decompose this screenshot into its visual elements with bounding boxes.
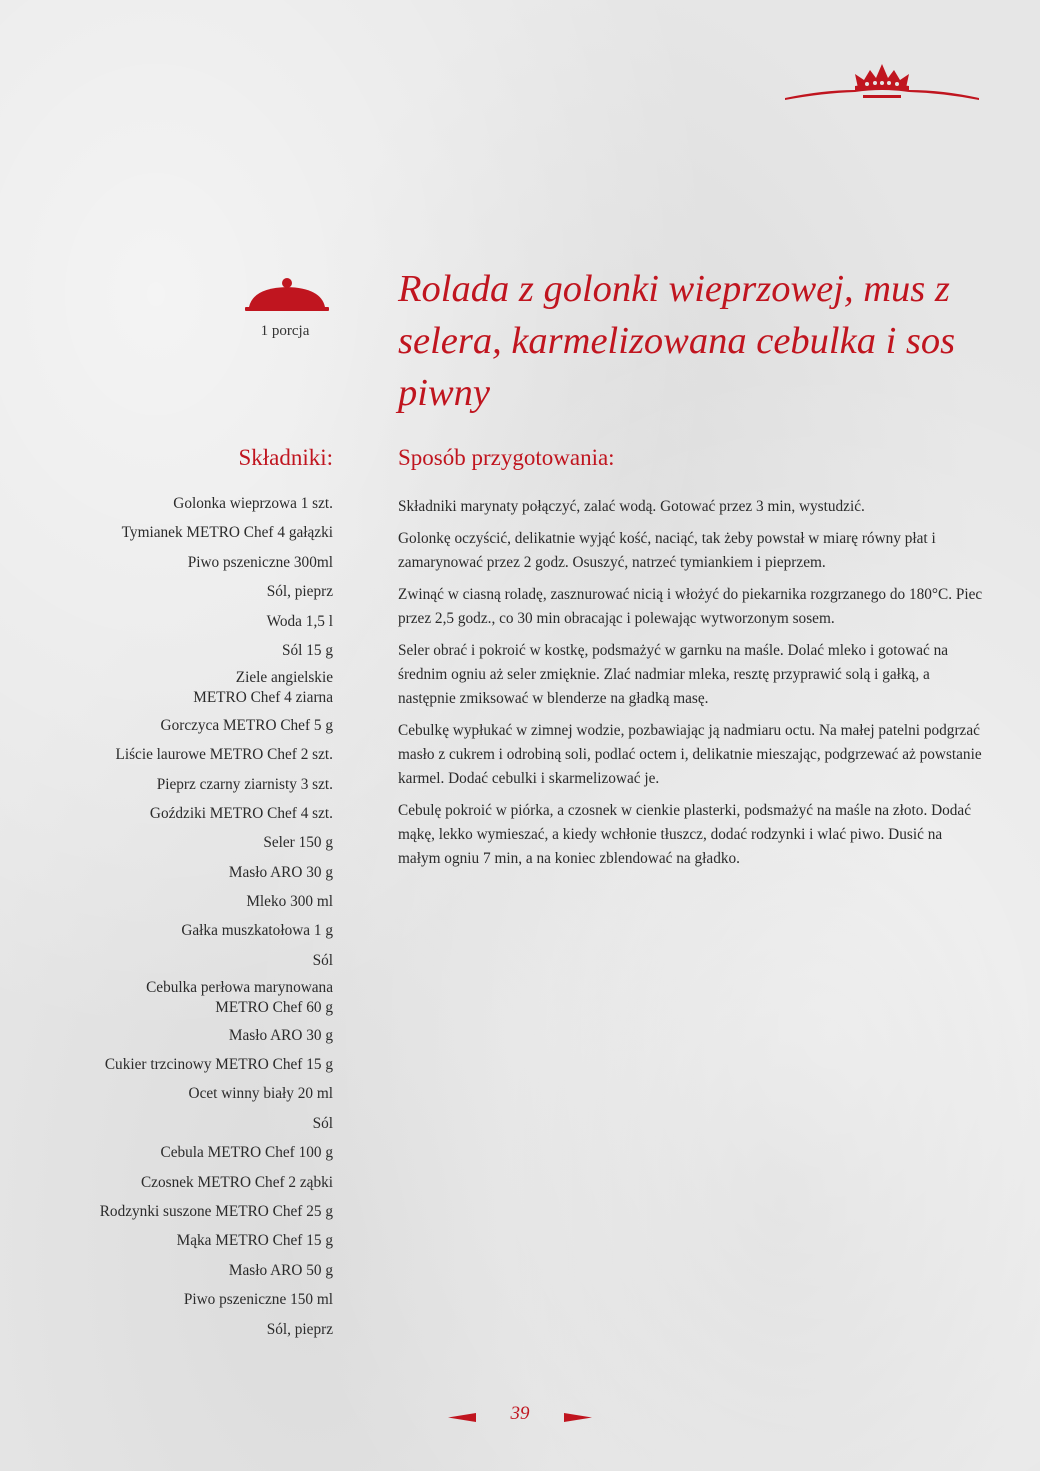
ingredient-item: Cukier trzcinowy METRO Chef 15 g bbox=[104, 1056, 333, 1074]
ingredient-item: Sól, pieprz bbox=[266, 583, 333, 601]
ingredient-item: Gorczyca METRO Chef 5 g bbox=[160, 716, 333, 734]
ingredient-item: Piwo pszeniczne 300ml bbox=[187, 553, 333, 571]
ingredient-item: Golonka wieprzowa 1 szt. bbox=[173, 495, 333, 512]
ingredient-item: Piwo pszeniczne 150 ml bbox=[183, 1291, 333, 1309]
method-heading: Sposób przygotowania: bbox=[398, 445, 615, 470]
ingredient-item: Sól bbox=[312, 1114, 333, 1132]
page-footer bbox=[448, 1403, 592, 1431]
ingredient-item: Masło ARO 30 g bbox=[228, 1026, 333, 1044]
page-number: 39 bbox=[510, 1403, 530, 1424]
ingredient-item: Mleko 300 ml bbox=[246, 893, 333, 911]
arrow-left-icon[interactable] bbox=[448, 1413, 476, 1422]
crown-icon bbox=[783, 62, 981, 104]
ingredient-item: Gałka muszkatołowa 1 g bbox=[181, 922, 333, 940]
ingredient-item: Cebulka perłowa marynowana METRO Chef 60 g bbox=[146, 979, 333, 1017]
method-step: Cebulę pokroić w piórka, a czosnek w cienkie plasterki, podsmażyć na maśle na złoto. Dodać mąkę, lekko wymieszać, a kiedy wchłonie tłuszcz, dodać rodzynki i wlać piwo. Dusić na małym ogniu 7 min, a na koniec zblendować na gładko. bbox=[398, 802, 972, 867]
method-step: Cebulkę wypłukać w zimnej wodzie, pozbawiając ją nadmiaru octu. Na małej patelni podgrzać masło z cukrem i odrobiną soli, podlać octem i, delikatnie mieszając, podgrzewać aż powstanie karmel. Dodać cebulki i skarmelizować je. bbox=[398, 722, 982, 787]
method-step: Zwinąć w ciasną roladę, zasznurować nicią i włożyć do piekarnika rozgrzanego do 180°C. Piec przez 2,5 godz., co 30 min obracając i polewając wytworzonym sosem. bbox=[398, 586, 983, 627]
ingredient-item: Goździki METRO Chef 4 szt. bbox=[149, 804, 333, 822]
recipe-title: Rolada z golonki wieprzowej, mus z selera, karmelizowana cebulka i sos piwny bbox=[398, 268, 956, 414]
ingredient-item: Masło ARO 30 g bbox=[228, 863, 333, 881]
method-step: Seler obrać i pokroić w kostkę, podsmażyć w garnku na maśle. Dolać mleko i gotować na średnim ogniu aż seler zmięknie. Zlać nadmiar mleka, resztę przyprawić solą i gałką, a następnie zmiksować w blenderze na gładką masę. bbox=[398, 642, 949, 707]
ingredient-item: Woda 1,5 l bbox=[266, 612, 333, 630]
ingredient-item: Cebula METRO Chef 100 g bbox=[160, 1144, 333, 1162]
ingredients-list bbox=[40, 492, 333, 1347]
ingredient-item: Pieprz czarny ziarnisty 3 szt. bbox=[156, 775, 333, 793]
ingredient-item: Rodzynki suszone METRO Chef 25 g bbox=[99, 1202, 333, 1220]
ingredient-item: Masło ARO 50 g bbox=[228, 1261, 333, 1279]
ingredient-item: Sól bbox=[312, 951, 333, 969]
portions-label: 1 porcja bbox=[260, 323, 310, 339]
method-steps bbox=[398, 495, 988, 879]
ingredient-item: Liście laurowe METRO Chef 2 szt. bbox=[115, 746, 333, 764]
ingredient-item: Tymianek METRO Chef 4 gałązki bbox=[121, 524, 333, 542]
ingredient-item: Seler 150 g bbox=[263, 834, 333, 852]
arrow-right-icon[interactable] bbox=[564, 1413, 592, 1422]
ingredient-item: Sól 15 g bbox=[282, 641, 333, 659]
ingredient-item: Sól, pieprz bbox=[266, 1320, 333, 1338]
ingredient-item: Ziele angielskie METRO Chef 4 ziarna bbox=[193, 669, 333, 707]
method-step: Składniki marynaty połączyć, zalać wodą. Gotować przez 3 min, wystudzić. bbox=[398, 498, 865, 515]
ingredient-item: Mąka METRO Chef 15 g bbox=[176, 1232, 333, 1250]
method-step: Golonkę oczyścić, delikatnie wyjąć kość, naciąć, tak żeby powstał w miarę równy płat i zamarynować przez 2 godz. Osuszyć, natrzeć tymiankiem i pieprzem. bbox=[398, 530, 936, 571]
ingredient-item: Ocet winny biały 20 ml bbox=[188, 1085, 333, 1103]
ingredients-heading: Składniki: bbox=[238, 445, 333, 470]
ingredient-item: Czosnek METRO Chef 2 ząbki bbox=[140, 1173, 333, 1191]
cloche-icon bbox=[245, 276, 329, 312]
